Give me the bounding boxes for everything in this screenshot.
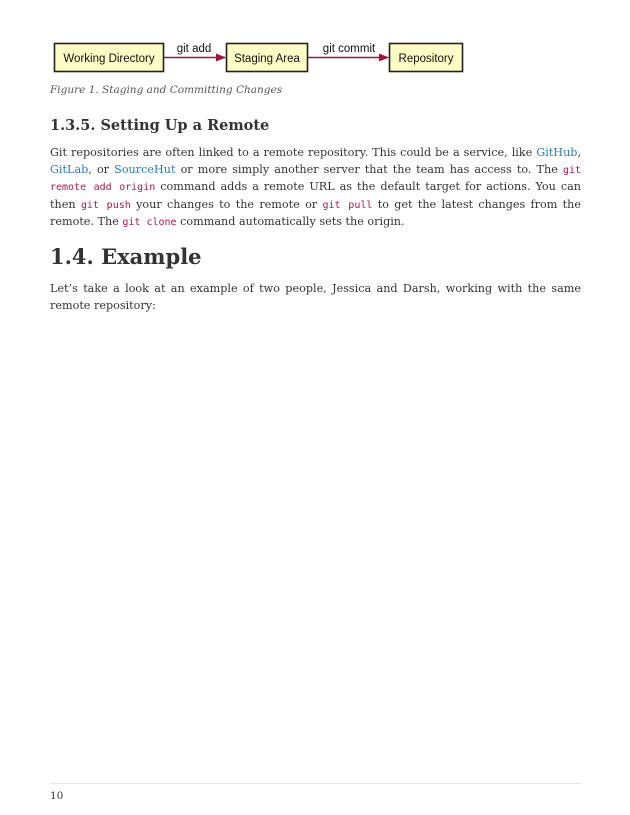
section-heading-setting-up-remote: 1.3.5. Setting Up a Remote	[50, 117, 270, 134]
git-workflow-diagram	[0, 0, 630, 80]
text-run: command automatically sets the origin.	[176, 215, 405, 228]
paragraph-example: Let’s take a look at an example of two people, Jessica and Darsh, working with the same remote repository:	[50, 282, 581, 312]
code-git-remote-add-origin: git remote add origin	[50, 164, 581, 193]
link-github[interactable]: GitHub	[536, 146, 578, 159]
text-run: command adds a remote URL as the default target for actions. You can then	[50, 180, 581, 211]
footer-divider	[50, 783, 581, 784]
text-run: Git repositories are often linked to a remote repository. This could be a service, like	[50, 146, 537, 159]
code-git-clone: git clone	[122, 217, 177, 228]
text-run: , or	[88, 162, 115, 176]
node-staging-area-label: Staging Area	[234, 53, 300, 65]
code-git-push: git push	[80, 199, 131, 211]
text-run: ,	[577, 146, 581, 159]
paragraph-remote	[50, 145, 581, 232]
text-run: your changes to the remote or	[130, 197, 323, 211]
node-working-directory-label: Working Directory	[63, 53, 155, 65]
link-gitlab[interactable]: GitLab	[50, 162, 89, 176]
edge-git-commit-label: git commit	[322, 43, 376, 55]
code-git-pull: git pull	[322, 199, 373, 211]
text-run: to get the latest changes from the remote. The	[50, 197, 581, 228]
edge-git-add-label: git add	[176, 43, 212, 55]
node-repository-label: Repository	[398, 53, 454, 65]
link-sourcehut[interactable]: SourceHut	[114, 162, 176, 176]
text-run: or more simply another server that the team has access to. The	[175, 162, 563, 176]
page-number: 10	[50, 790, 64, 802]
figure-caption: Figure 1. Staging and Committing Changes	[50, 84, 283, 96]
section-heading-example: 1.4. Example	[50, 244, 202, 269]
